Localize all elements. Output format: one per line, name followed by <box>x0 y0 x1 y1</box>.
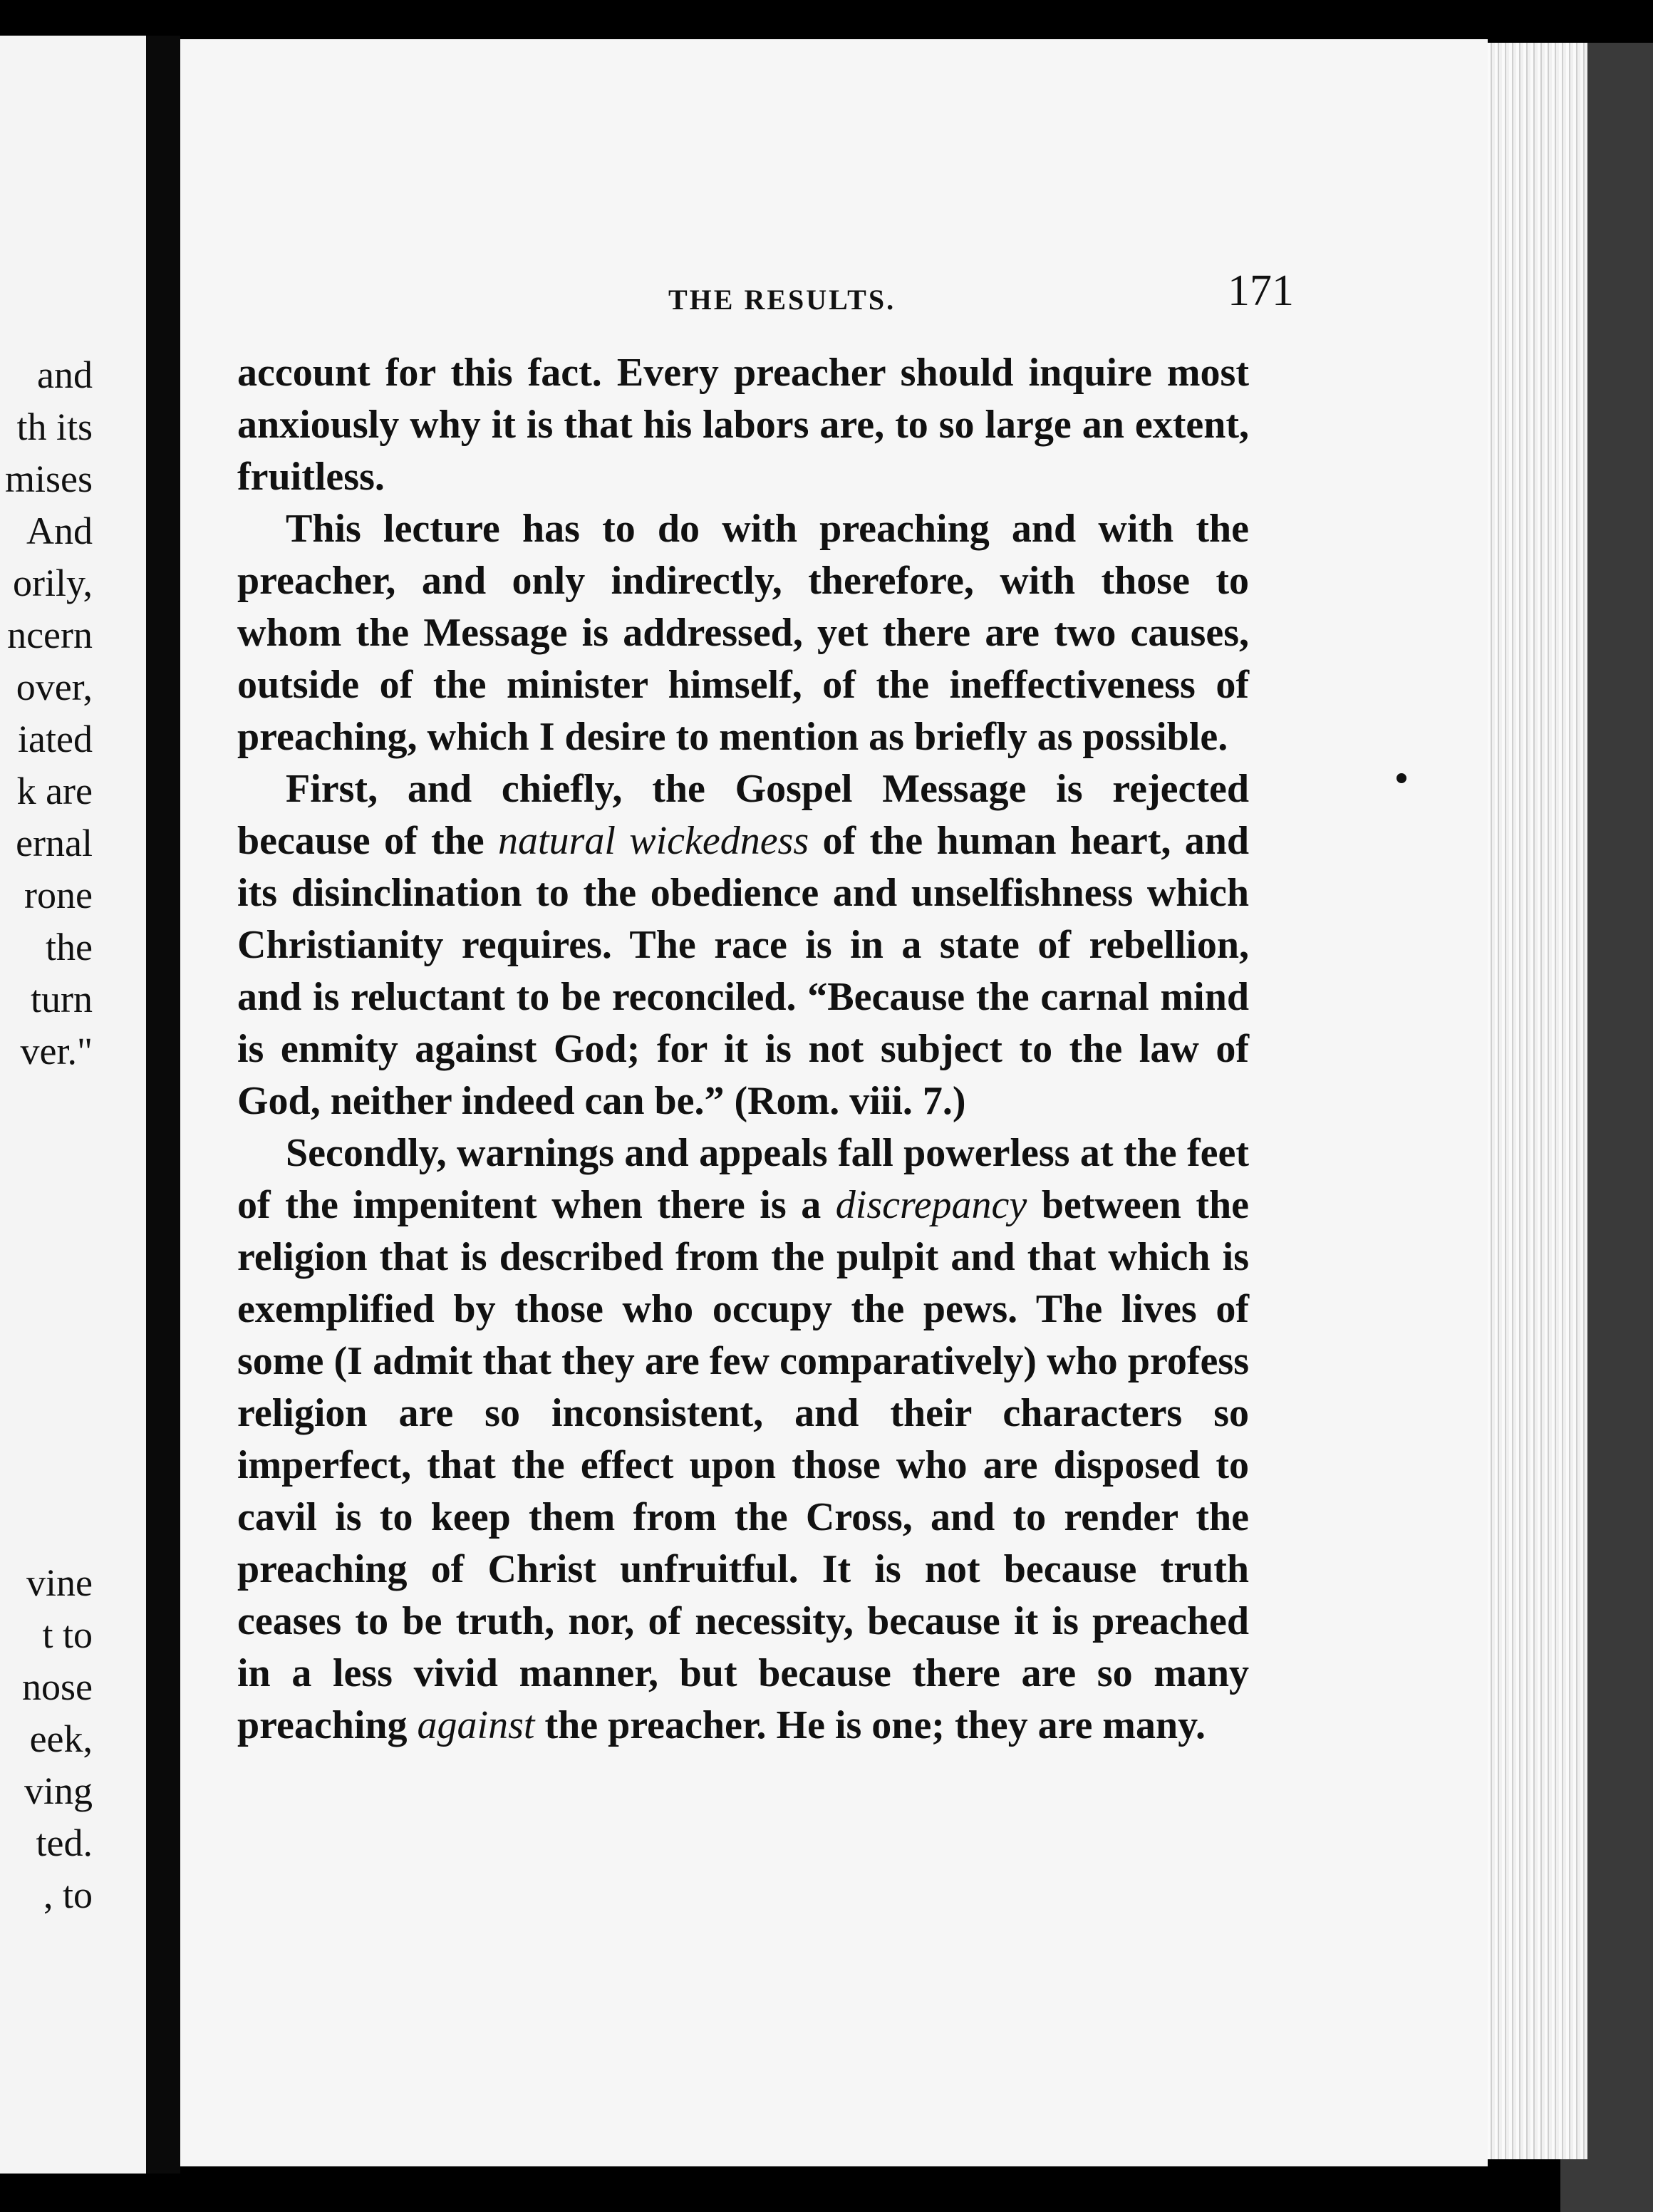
facing-page <box>0 36 146 2174</box>
fragment-line: , to <box>43 1874 93 1916</box>
italic-discrepancy: discrepancy <box>835 1183 1027 1227</box>
fragment-line: ted. <box>36 1821 93 1864</box>
italic-natural-wickedness: natural wickedness <box>497 819 809 863</box>
page-171 <box>180 39 1488 2166</box>
page-edges <box>1488 43 1587 2159</box>
paragraph-4-text-b: between the religion that is described from the pulpit and that which is exemplified by those who occupy the pews. The lives of some (I admit that they are few comparatively) who profess religion are so inconsistent, and their characters so imperfect, that the effect upon those who are disposed to cavil is to keep them from the Cross, and to render the preaching of Christ unfruitful. It is not because truth ceases to be truth, nor, of necessity, because it is preached in a less vivid manner, but because there are so many preaching <box>237 1183 1249 1747</box>
paragraph-4 <box>237 1127 1249 1752</box>
paragraph-3-text-b: of the human heart, and its disinclination to the obedience and unselfishness which Christianity requires. The race is in a state of rebellion, and is reluctant to be reconciled. “Because the carnal mind is enmity against God; for it is not subject to the law of God, neither indeed can be.” (Rom. viii. 7.) <box>237 819 1250 1123</box>
paragraph-4-text-a: Secondly, warnings and appeals fall powerless at the feet of the impenitent when there is a <box>237 1131 1249 1227</box>
fragment-line: the <box>46 926 93 968</box>
paragraph-4-text-c: the preacher. He is one; they are many. <box>534 1703 1206 1747</box>
italic-against: against <box>417 1703 535 1747</box>
page-header <box>237 266 1306 323</box>
fragment-line: turn <box>31 978 93 1020</box>
fragment-line: ver." <box>20 1030 93 1073</box>
fragment-line: ving <box>24 1769 93 1812</box>
paragraph-3 <box>237 763 1249 1127</box>
body-text <box>237 347 1249 1752</box>
ink-speck <box>1396 773 1406 783</box>
fragment-line: ncern <box>7 614 93 656</box>
fragment-line: th its <box>16 405 93 448</box>
fragment-line: eek, <box>29 1717 93 1760</box>
running-head: THE RESULTS. <box>668 284 896 316</box>
paragraph-1: account for this fact. Every preacher should inquire most anxiously why it is that his labors are, to so large an extent, fruitless. <box>237 351 1249 499</box>
facing-page-upper-fragments <box>0 349 93 1077</box>
fragment-line: over, <box>16 666 93 708</box>
fragment-line: vine <box>26 1561 93 1604</box>
book-gutter <box>146 36 180 2174</box>
facing-page-lower-fragments <box>0 1557 93 1921</box>
fragment-line: And <box>26 510 93 552</box>
fragment-line: t to <box>42 1613 93 1656</box>
fragment-line: k are <box>16 770 93 812</box>
fragment-line: orily, <box>13 562 93 604</box>
paragraph-3-text-a: First, and chiefly, the Gospel Message is rejected because of the <box>237 767 1249 863</box>
fragment-line: mises <box>4 458 93 500</box>
page-number: 171 <box>1228 267 1294 315</box>
paragraph-2: This lecture has to do with preaching and with the preacher, and only indirectly, therefore, with those to whom the Message is addressed, yet there are two causes, outside of the minister himself, of the ineffectiveness of preaching, which I desire to mention as briefly as possible. <box>237 507 1249 759</box>
fragment-line: and <box>37 353 93 396</box>
fragment-line: ernal <box>16 822 93 864</box>
fragment-line: nose <box>22 1665 93 1708</box>
fragment-line: iated <box>18 718 93 760</box>
fragment-line: rone <box>24 874 93 916</box>
